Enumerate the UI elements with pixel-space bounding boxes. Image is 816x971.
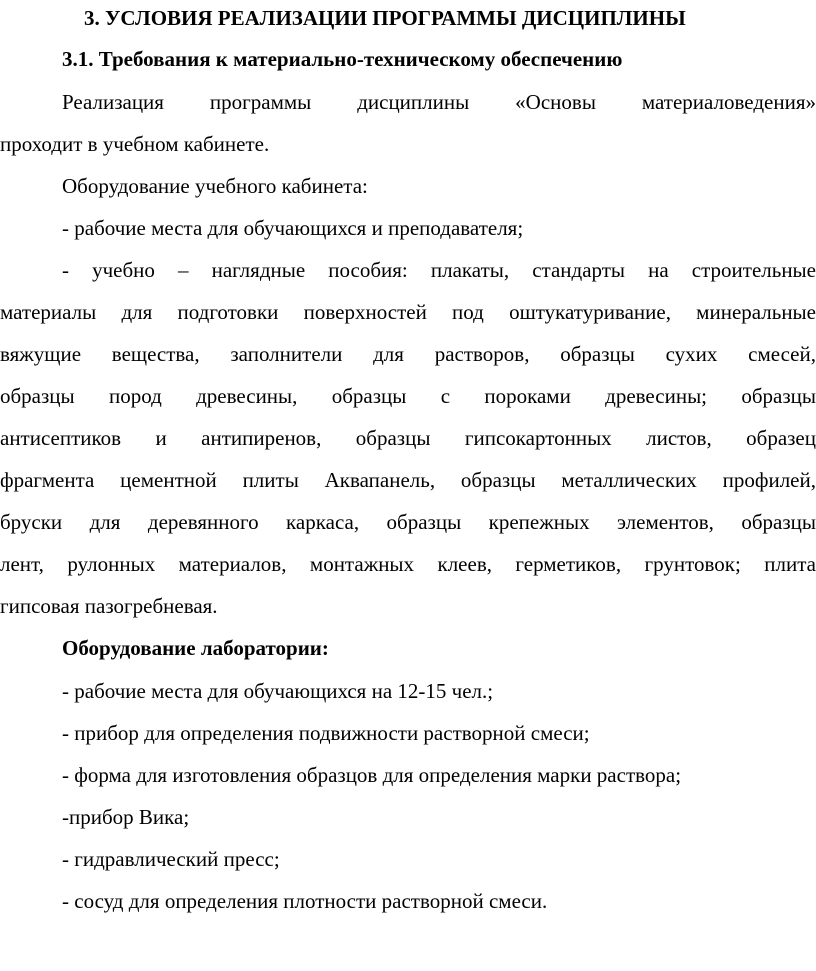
classroom-item-visual-aids-line: материалы для подготовки поверхностей под оштукатуривание, минеральные <box>0 300 816 324</box>
laboratory-item: -прибор Вика; <box>62 805 190 829</box>
classroom-item-visual-aids-line: вяжущие вещества, заполнители для растворов, образцы сухих смесей, <box>0 342 816 366</box>
intro-paragraph-line-1: Реализация программы дисциплины «Основы материаловедения» <box>62 90 816 114</box>
subsection-title: 3.1. Требования к материально-техническому обеспечению <box>62 47 623 71</box>
classroom-item-visual-aids-line: - учебно – наглядные пособия: плакаты, стандарты на строительные <box>62 258 816 282</box>
laboratory-item: - гидравлический пресс; <box>62 847 280 871</box>
laboratory-item: - сосуд для определения плотности растворной смеси. <box>62 889 548 913</box>
laboratory-item: - рабочие места для обучающихся на 12-15 чел.; <box>62 679 494 703</box>
laboratory-item: - прибор для определения подвижности растворной смеси; <box>62 721 590 745</box>
classroom-item-visual-aids-line: фрагмента цементной плиты Аквапанель, образцы металлических профилей, <box>0 468 816 492</box>
classroom-item-visual-aids-line: лент, рулонных материалов, монтажных клеев, герметиков, грунтовок; плита <box>0 552 816 576</box>
classroom-equipment-heading: Оборудование учебного кабинета: <box>62 174 368 198</box>
classroom-item-visual-aids-line: гипсовая пазогребневая. <box>0 594 218 618</box>
classroom-item-visual-aids-line: образцы пород древесины, образцы с пороками древесины; образцы <box>0 384 816 408</box>
classroom-item-visual-aids-line: бруски для деревянного каркаса, образцы крепежных элементов, образцы <box>0 510 816 534</box>
classroom-item-visual-aids-line: антисептиков и антипиренов, образцы гипсокартонных листов, образец <box>0 426 816 450</box>
section-title: 3. УСЛОВИЯ РЕАЛИЗАЦИИ ПРОГРАММЫ ДИСЦИПЛИНЫ <box>84 6 686 30</box>
classroom-item-workplaces: - рабочие места для обучающихся и преподавателя; <box>62 216 524 240</box>
intro-paragraph-line-2: проходит в учебном кабинете. <box>0 132 270 156</box>
laboratory-item: - форма для изготовления образцов для определения марки раствора; <box>62 763 682 787</box>
laboratory-equipment-heading: Оборудование лаборатории: <box>62 636 329 660</box>
